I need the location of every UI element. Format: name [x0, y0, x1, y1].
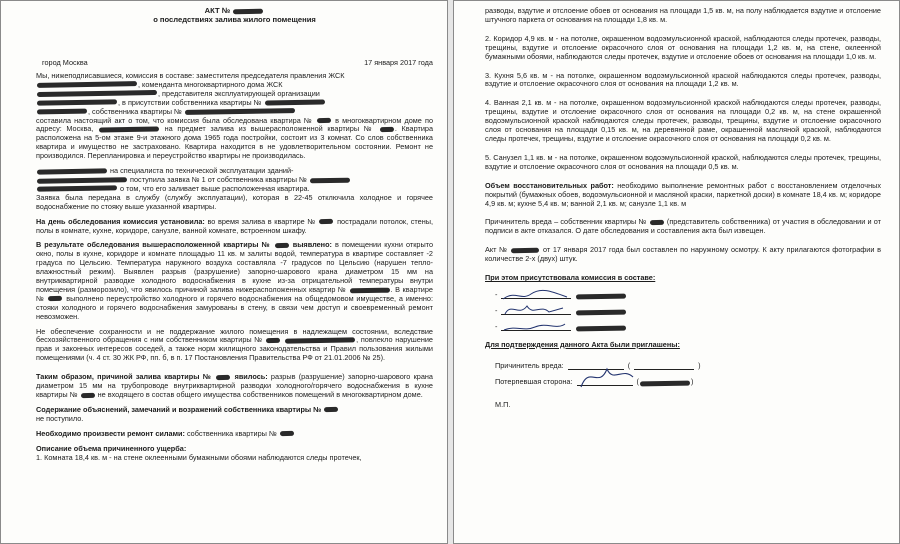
document-page-left — [0, 0, 448, 544]
place-date-line — [42, 58, 433, 67]
paragraph-repair-party: Необходимо произвести ремонт силами: собственника квартиры № — [36, 430, 433, 439]
handwritten-signature — [501, 288, 571, 302]
causer-signature-row: Причинитель вреда: ( ) — [495, 360, 701, 370]
signature-row: - — [495, 315, 881, 331]
handwritten-signature — [577, 361, 637, 391]
act-external-inspection: Акт № от 17 января 2017 года был составлен по наружному осмотру. К акту прилагаются фотографии в количестве 2-х (двух) штук. — [485, 245, 881, 264]
paragraph-cause: Таким образом, причиной залива квартиры № явилось: разрыв (разрушение) запорно-шарового крана диаметром 15 мм на трубопроводе внутриквартирной разводки холодного/горячего водоснабжения в кухне квартиры № не входящего в состав общего имущества собственников помещений в многоквартирном доме. — [36, 372, 433, 399]
act-title: АКТ № — [36, 6, 433, 15]
paragraph-damage: Описание объема причиненного ущерба: 1. Комната 18,4 кв. м - на стене оклеенными бумажными обоями наблюдаются следы протечек, — [36, 443, 362, 462]
handwritten-signature — [501, 302, 571, 318]
damage-bathroom: 4. Ванная 2,1 кв. м - на потолке, окрашенном водоэмульсионной краской наблюдаются следы протечек, разводы, трещины, вздутие и отслоение окрасочного слоя от основания на площади 0,2 кв. м, на стене окрашенной водоэмульсионной краской наблюдаются следы протечек, разводы, трещины, вздутие и отслоение окрасочного слоя от основания на площади 0,15 кв. м, на деревянной раме, окрашенной масляной краской, наблюдаются следы протечек, трещины, вздутие и отслоение окрасочного слоя от основания на площади 0,2 кв. м. — [485, 98, 881, 143]
restoration-works: Объем восстановительных работ: необходимо выполнение ремонтных работ с восстановлением отделочных покрытий (бумажных обоев, водоэмульсионной и масляной краски, паркетной доски) в комнате 18,4 кв. м; коридоре 4,9 кв. м; кухне 5,4 кв. м; ванной 2,1 кв. м; санузле 1,1 кв. м — [485, 180, 881, 208]
paragraph-upper-apartment: В результате обследования вышерасположенной квартиры № выявлено: в помещении кухни открыто окно, полы в кухне, коридоре и комнате площадью 11 кв. м залиты водой, температура в квартире составляет -2 градуса по Цельсию. Температура наружного воздуха составляла -7 градусов по Цельсию (нарушен тепло-влажностный режим). Выявлен разрыв (разрушение) запорно-шарового крана диаметром 15 мм на внутриквартирной разводке холодного водоснабжения в кухне из-за отрицательной температуры внутри помещения (разморозило), что явилось причиной залива нижерасположенных квартир № . В квартире № выполнено переустройство холодного и горячего водоснабжения на общедомовом имуществе, а именно: стояки холодного и горячего водоснабжения замурованы в стену, в связи чем доступ и своевременный ремонт невозможен. — [36, 240, 434, 321]
victim-signature-row: Потерпевшая сторона: ( ) — [495, 370, 881, 386]
damage-corridor: 2. Коридор 4,9 кв. м - на потолке, окрашенном водоэмульсионной краской, наблюдаются следы протечек, разводы, трещины, вздутие и отслоение окрасочного слоя от основания на площади 1,2 кв. м, на стене, оклеенной бумажными обоями, наблюдаются следы протечек, вздутие и отслоение обоев от основания на площади 1,0 кв. м. — [485, 33, 881, 61]
paragraph-commission: Мы, нижеподписавшиеся, комиссия в составе: заместителя председателя правления ЖСК , коменданта многоквартирного дома ЖСК , представителя эксплуатирующей организации , в присутствии собственника квартиры № , собственника квартиры № составила настоящий акт о том, что комиссия была обследована квартира № в многоквартирном доме по адресу: Москва, на предмет залива из вышерасположенной квартиры № . Квартира расположена на 5-ом этаже 9-и этажного дома 1965 года постройки, состоит из 3 комнат. Со слов собственника квартира и имущество не застраховано. Квартира находится в не удовлетворительном состоянии. Ремонт не производился. Перепланировка и переустройство квартиры не производилась. — [36, 71, 434, 161]
commission-heading: При этом присутствовала комиссия в составе: — [485, 273, 656, 283]
signature-row: - — [495, 283, 881, 299]
commission-signatures — [485, 283, 881, 331]
stamp-place: М.П. — [495, 399, 511, 409]
paragraph-findings: На день обследования комиссия установила: во время залива в квартире № пострадали потолок, стены, полы в комнате, кухне, коридоре, санузле, ванной комнате, встроенном шкафу. — [36, 216, 434, 235]
paragraph-violation: Не обеспечение сохранности и не поддержание жилого помещения в надлежащем состоянии, вследствие бесхозяйственного обращения с ним собственником квартиры № , повлекло нарушение прав и законных интересов соседей, а также норм жилищного законодательства и Правил пользования жилыми помещениями (ч. 4 ст. 30 ЖК РФ, пп. б, в п. 17 Постановления Правительства РФ от 21.01.2006 № 25). — [36, 326, 433, 363]
damage-kitchen: 3. Кухня 5,6 кв. м - на потолке, окрашенном водоэмульсионной краской наблюдаются следы протечек, разводы, вздутие и отслоение окрасочного слоя от основания на площади 1,2 кв. м. — [485, 70, 881, 89]
city: город Москва — [42, 58, 88, 67]
paragraph-request: на специалиста по технической эксплуатации зданий- поступила заявка № 1 от собственника квартиры № о том, что его заливает выше расположенная квартира. Заявка была передана в службу (службу эксплуатации), которая в 22-45 отключила холодное и горячее водоснабжение по стояку выше указанной квартиры. — [36, 166, 433, 211]
handwritten-signature — [501, 320, 571, 334]
signature-row: - — [495, 299, 881, 315]
act-subtitle: о последствиях залива жилого помещения — [153, 15, 316, 24]
act-date: 17 января 2017 года — [364, 58, 433, 67]
damage-room-continued: разводы, вздутие и отслоение обоев от основания на площади 1,5 кв. м, на полу наблюдается вздутие и отслоение штучного паркета от основания на площади 1,8 кв. м. — [485, 6, 881, 24]
paragraph-objections: Содержание объяснений, замечаний и возражений собственника квартиры № не поступило. — [36, 406, 433, 424]
witness-heading: Для подтверждения данного Акта были приглашены: — [485, 339, 680, 349]
damage-toilet: 5. Санузел 1,1 кв. м - на потолке, окрашенном водоэмульсионной краской, наблюдаются следы протечек, трещины, вздутие и отслоение окрасочного слоя от основания на площади 0,5 кв. м. — [485, 152, 881, 171]
causer-refusal: Причинитель вреда – собственник квартиры № (представитель собственника) от участия в обследовании и от подписи в акте отказался. О дате обследования и составления акта был извещен. — [485, 217, 882, 236]
document-page-right — [453, 0, 900, 544]
